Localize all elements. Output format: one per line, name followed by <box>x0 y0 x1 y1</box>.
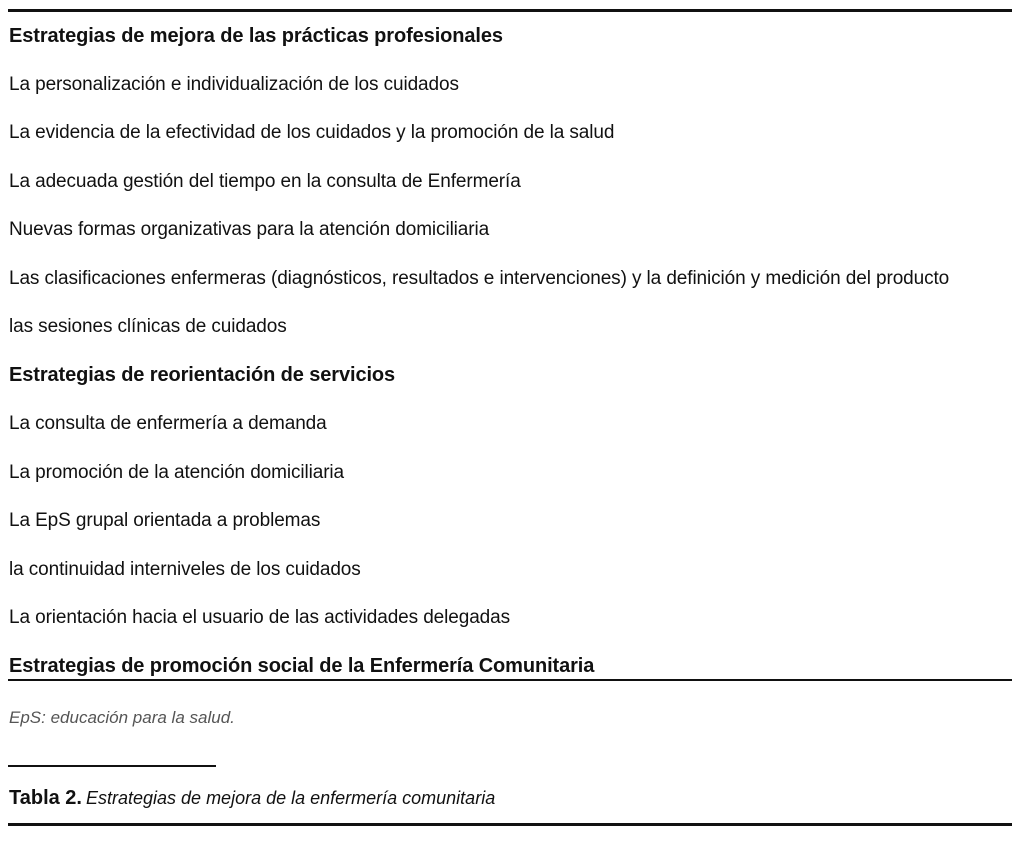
table-row: Las clasificaciones enfermeras (diagnósticos, resultados e intervenciones) y la definición y medición del producto <box>9 267 950 289</box>
table-row: La orientación hacia el usuario de las actividades delegadas <box>9 607 511 629</box>
table-row: La EpS grupal orientada a problemas <box>9 510 321 532</box>
table-row-heading: Estrategias de reorientación de servicios <box>9 364 396 387</box>
table-row-heading: Estrategias de promoción social de la Enfermería Comunitaria <box>9 655 595 678</box>
table-row: las sesiones clínicas de cuidados <box>9 316 287 338</box>
table-row: La consulta de enfermería a demanda <box>9 413 327 435</box>
table-row: la continuidad interniveles de los cuidados <box>9 558 361 580</box>
table-row: La promoción de la atención domiciliaria <box>9 461 345 483</box>
table-row: La evidencia de la efectividad de los cuidados y la promoción de la salud <box>9 122 615 144</box>
table-row: Nuevas formas organizativas para la atención domiciliaria <box>9 219 490 241</box>
table-row: La adecuada gestión del tiempo en la consulta de Enfermería <box>9 170 521 192</box>
page-bottom-rule <box>8 823 1012 826</box>
caption-label: Tabla 2. <box>9 787 82 809</box>
caption-text: Estrategias de mejora de la enfermería comunitaria <box>86 788 496 808</box>
strategies-table <box>9 12 1012 691</box>
table-bottom-rule <box>8 679 1012 681</box>
table-caption <box>9 787 495 810</box>
table-row: La personalización e individualización de los cuidados <box>9 73 459 95</box>
table-row-heading: Estrategias de mejora de las prácticas profesionales <box>9 24 503 47</box>
table-footnote: EpS: educación para la salud. <box>9 708 235 727</box>
caption-separator-rule <box>8 765 216 767</box>
